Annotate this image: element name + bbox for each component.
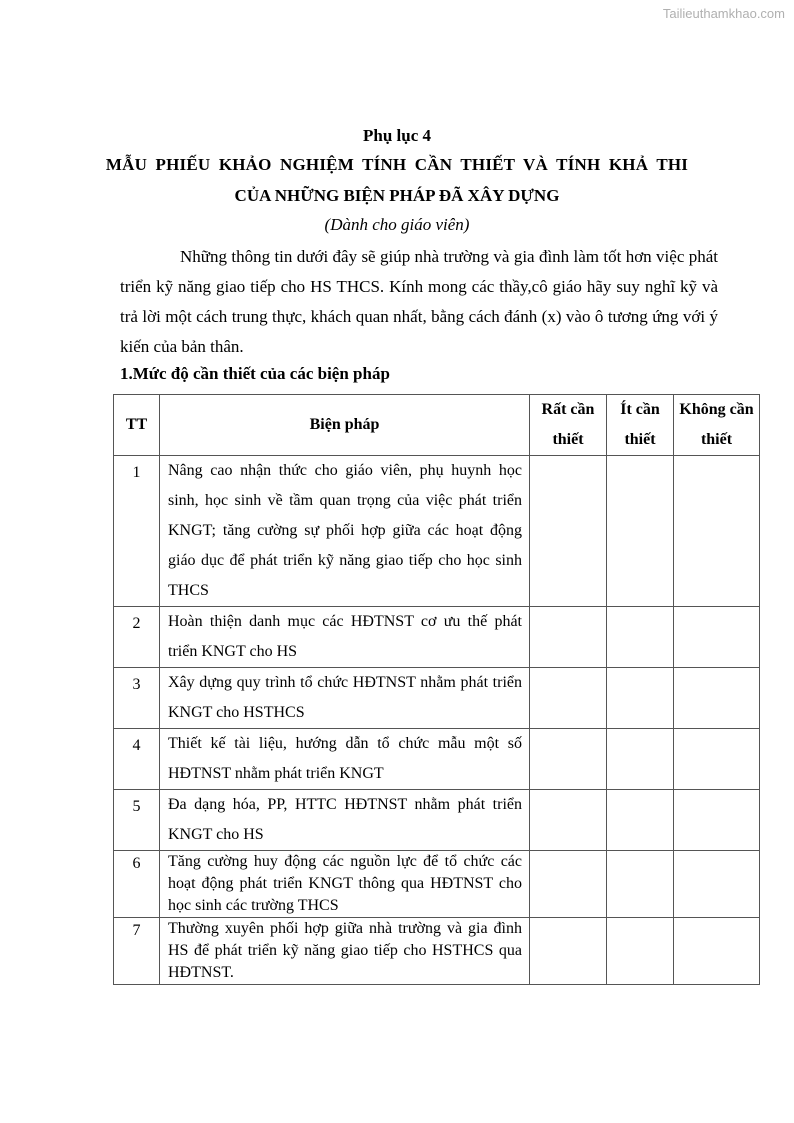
- checkbox-not-necessary[interactable]: [674, 729, 760, 790]
- checkbox-not-necessary[interactable]: [674, 668, 760, 729]
- checkbox-less-necessary[interactable]: [607, 918, 674, 985]
- row-number: 3: [114, 668, 160, 729]
- header-tt: TT: [114, 395, 160, 456]
- row-measure: Thiết kế tài liệu, hướng dẫn tổ chức mẫu một số HĐTNST nhằm phát triển KNGT: [160, 729, 530, 790]
- row-number: 1: [114, 456, 160, 607]
- checkbox-very-necessary[interactable]: [530, 790, 607, 851]
- checkbox-not-necessary[interactable]: [674, 790, 760, 851]
- checkbox-very-necessary[interactable]: [530, 456, 607, 607]
- table-row: [114, 729, 760, 790]
- row-number: 5: [114, 790, 160, 851]
- checkbox-less-necessary[interactable]: [607, 668, 674, 729]
- checkbox-not-necessary[interactable]: [674, 607, 760, 668]
- row-measure: Tăng cường huy động các nguồn lực để tổ chức các hoạt động phát triển KNGT thông qua HĐTNST cho học sinh các trường THCS: [160, 851, 530, 918]
- checkbox-less-necessary[interactable]: [607, 456, 674, 607]
- checkbox-less-necessary[interactable]: [607, 607, 674, 668]
- checkbox-very-necessary[interactable]: [530, 918, 607, 985]
- table-row: [114, 456, 760, 607]
- appendix-label: Phụ lục 4: [362, 126, 432, 145]
- header-measure: Biện pháp: [160, 395, 530, 456]
- table-row: [114, 851, 760, 918]
- watermark: Tailieuthamkhao.com: [662, 6, 785, 21]
- document-title-line-1: MẪU PHIẾU KHẢO NGHIỆM TÍNH CẦN THIẾT VÀ TÍNH KHẢ THI: [105, 155, 689, 174]
- checkbox-very-necessary[interactable]: [530, 668, 607, 729]
- checkbox-very-necessary[interactable]: [530, 851, 607, 918]
- row-number: 4: [114, 729, 160, 790]
- row-number: 2: [114, 607, 160, 668]
- document-subtitle: (Dành cho giáo viên): [324, 215, 470, 234]
- checkbox-less-necessary[interactable]: [607, 790, 674, 851]
- row-measure: Thường xuyên phối hợp giữa nhà trường và gia đình HS để phát triển kỹ năng giao tiếp cho HSTHCS qua HĐTNST.: [160, 918, 530, 985]
- checkbox-not-necessary[interactable]: [674, 851, 760, 918]
- row-number: 7: [114, 918, 160, 985]
- checkbox-not-necessary[interactable]: [674, 918, 760, 985]
- header-very-necessary: Rất cần thiết: [530, 395, 607, 456]
- survey-table: [113, 394, 760, 985]
- intro-paragraph: [120, 242, 718, 362]
- row-measure: Đa dạng hóa, PP, HTTC HĐTNST nhằm phát triển KNGT cho HS: [160, 790, 530, 851]
- table-row: [114, 918, 760, 985]
- row-number: 6: [114, 851, 160, 918]
- row-measure: Nâng cao nhận thức cho giáo viên, phụ huynh học sinh, học sinh về tầm quan trọng của việc phát triển KNGT; tăng cường sự phối hợp giữa các hoạt động giáo dục để phát triển kỹ năng giao tiếp cho học sinh THCS: [160, 456, 530, 607]
- header-less-necessary: Ít cần thiết: [607, 395, 674, 456]
- checkbox-less-necessary[interactable]: [607, 729, 674, 790]
- table-row: [114, 790, 760, 851]
- document-title-line-2: CỦA NHỮNG BIỆN PHÁP ĐÃ XÂY DỰNG: [234, 186, 560, 205]
- checkbox-very-necessary[interactable]: [530, 729, 607, 790]
- intro-text: Những thông tin dưới đây sẽ giúp nhà trường và gia đình làm tốt hơn việc phát triển kỹ năng giao tiếp cho HS THCS. Kính mong các thầy,cô giáo hãy suy nghĩ kỹ và trả lời một cách trung thực, khách quan nhất, bằng cách đánh (x) vào ô tương ứng với ý kiến của bản thân.: [120, 247, 718, 356]
- table-row: [114, 668, 760, 729]
- section-title: 1.Mức độ cần thiết của các biện pháp: [120, 364, 390, 383]
- checkbox-less-necessary[interactable]: [607, 851, 674, 918]
- checkbox-not-necessary[interactable]: [674, 456, 760, 607]
- header-not-necessary: Không cần thiết: [674, 395, 760, 456]
- checkbox-very-necessary[interactable]: [530, 607, 607, 668]
- row-measure: Hoàn thiện danh mục các HĐTNST cơ ưu thế phát triển KNGT cho HS: [160, 607, 530, 668]
- table-header-row: [114, 395, 760, 456]
- row-measure: Xây dựng quy trình tổ chức HĐTNST nhằm phát triển KNGT cho HSTHCS: [160, 668, 530, 729]
- table-row: [114, 607, 760, 668]
